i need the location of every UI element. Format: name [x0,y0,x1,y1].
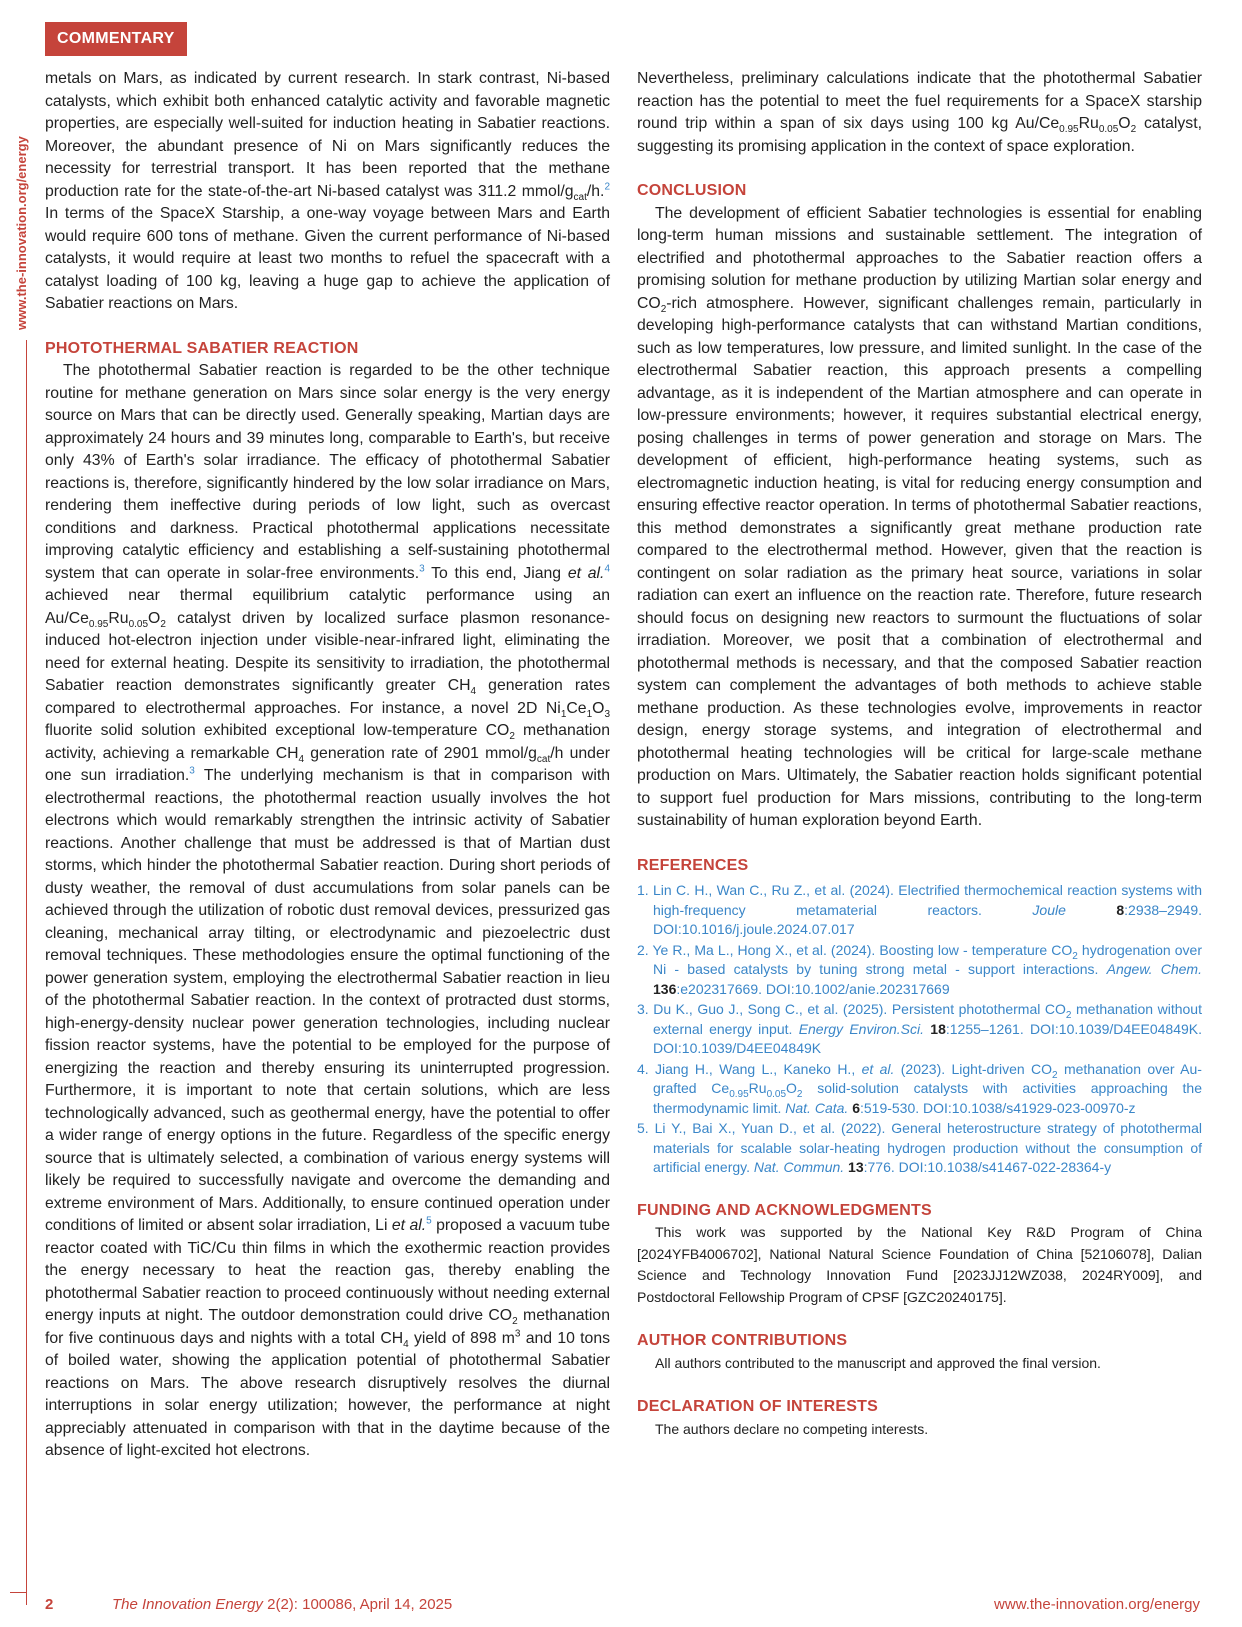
intro-paragraph: metals on Mars, as indicated by current research. In stark contrast, Ni-based catalysts, which exhibit both enhanced catalytic activity and favorable magnetic properties, are especially well-suited for induction heating in Sabatier reactions. Moreover, the abundant presence of Ni on Mars significantly reduces the necessity for terrestrial transport. It has been reported that the methane production rate for the state-of-the-art Ni-based catalyst was 311.2 mmol/$g_{cat}/h.^2$ In terms of the SpaceX Starship, a one-way voyage between Mars and Earth would require 600 tons of methane. Given the current performance of Ni-based catalysts, it would require at least two months to refuel the spacecraft with a catalyst loading of 100 kg, leaving a huge gap to achieve the application of Sabatier reactions on Mars. [45,70,610,312]
declaration-text: The authors declare no competing interests. [655,1420,929,1437]
reference-item-2[interactable]: 2. Ye R., Ma L., Hong X., et al. (2024). Boosting low - temperature $CO_2$ hydrogenation over Ni - based catalysts by tuning strong metal - support interactions. Angew. Chem. 136:e202317669. DOI:10.1002/anie.202317669 [637,941,1202,997]
photothermal-paragraph: The photothermal Sabatier reaction is regarded to be the other technique routine for methane generation on Mars since solar energy is the very energy source on Mars that can be directly used. Generally speaking, Martian days are approximately 24 hours and 39 minutes long, comparable to Earth's, but receive only 43% of Earth's solar irradiance. The efficacy of photothermal Sabatier reactions is, therefore, significantly hindered by the low solar irradiance on Mars, rendering them ineffective during periods of low light, such as overcast conditions and darkness. Practical photothermal applications necessitate improving catalytic efficiency and establishing a self-sustaining photothermal system that can operate in solar-free environments.$^3$ To this end, Jiang et al.$^4$ achieved near thermal equilibrium catalytic performance using an $Au/Ce_{0.95}Ru_{0.05}O_2$ catalyst driven by localized surface plasmon resonance-induced hot-electron injection under visible-near-infrared light, eliminating the need for external heating. Despite its sensitivity to irradiation, the photothermal Sabatier reaction demonstrates significantly greater $CH_4$ generation rates compared to electrothermal approaches. For instance, a novel 2D $Ni_1Ce_1O_3$ fluorite solid solution exhibited exceptional low-temperature $CO_2$ methanation activity, achieving a remarkable $CH_4$ generation rate of 2901 mmol/$g_{cat}/h$ under one sun irradiation.$^3$ The underlying mechanism is that in comparison with electrothermal reactions, the photothermal reaction usually involves the hot electrons which would remarkably strengthen the intrinsic activity of Sabatier reactions. Another challenge that must be addressed is that of Martian dust storms, which hinder the photothermal Sabatier reaction. During short periods of dusty weather, the removal of dust accumulations from solar panels can be achieved through the utilization of robotic dust removal devices, pressurized gas cleaning, mechanical array tilting, or electrodynamic and piezoelectric dust removal techniques. These methodologies ensure the optimal functioning of the power generation system, employing the electrothermal Sabatier reaction in lieu of the photothermal Sabatier reaction. In the context of protracted dust storms, high-energy-density nuclear power generation technologies, including nuclear fission reactor systems, have the potential to be employed for the purpose of energizing the reaction and thereby ensuring its uninterrupted progression. Furthermore, it is important to note that certain solutions, which are less technologically advanced, such as geothermal energy, have the potential to offer a wider range of energy options in the future. Regardless of the specific energy source that is ultimately selected, a combination of various energy systems will likely be required to successfully navigate and overcome the demanding and extreme environment of Mars. Additionally, to ensure continued operation under conditions of limited or absent solar irradiation, Li et al.$^5$ proposed a vacuum tube reactor coated with TiC/Cu thin films in which the exothermic reaction provides the energy necessary to heat the reaction gas, thereby enabling the photothermal Sabatier reaction to proceed continuously without needing external energy inputs at night. The outdoor demonstration could drive $CO_2$ methanation for five continuous days and nights with a total $CH_4$ yield of 898 $m^3$ and 10 tons of boiled water, showing the application potential of photothermal Sabatier reactions on Mars. The above research disruptively resolves the diurnal interruptions in solar energy utilization; however, the performance at night appreciably attenuated in comparison with that in the daytime because of the absence of light-excited hot electrons. [45,362,611,1459]
citation-link[interactable]: 5 [426,1215,432,1227]
right-intro-paragraph: Nevertheless, preliminary calculations indicate that the photothermal Sabatier reaction has the potential to meet the fuel requirements for a SpaceX starship round trip within a span of six days using 100 kg $Au/Ce_{0.95}Ru_{0.05}O_2$ catalyst, suggesting its promising application in the context of space exploration. [637,70,1202,155]
footer-rule [10,1592,26,1593]
side-journal-url[interactable]: www.the-innovation.org/energy [14,136,29,330]
footer-journal-url[interactable]: www.the-innovation.org/energy [994,1596,1200,1613]
citation-link[interactable]: 3 [419,563,425,575]
conclusion-paragraph: The development of efficient Sabatier technologies is essential for enabling long-term human missions and sustainable settlement. The integration of electrified and photothermal approaches to the Sabatier reaction offers a promising solution for methane production by utilizing Martian solar energy and $CO_2$-rich atmosphere. However, significant challenges remain, particularly in developing high-performance catalysts that can withstand Martian conditions, such as low temperatures, low pressure, and limited sunlight. In the case of the electrothermal Sabatier reaction, this approach presents a compelling advantage, as it is independent of the Martian atmosphere and can operate in low-pressure environments; however, it requires substantial electrical energy, posing challenges in terms of power generation and storage on Mars. The development of efficient, high-performance heating systems, such as electromagnetic induction heating, is vital for reducing energy consumption and ensuring effective reactor operation. In terms of photothermal Sabatier reactions, this method demonstrates a significantly great methane production rate compared to the electrothermal method. However, given that the reaction is contingent on solar radiation as the primary heat source, variations in solar radiation can exert an influence on the reaction rate. Therefore, future research should focus on designing new reactors to surmount the fluctuations of solar irradiation. Moreover, we posit that a combination of electrothermal and photothermal methods is necessary, and that the composed Sabatier reaction system can complement the advantages of both methods to achieve stable methane production. As these technologies evolve, improvements in reactor design, energy storage systems, and integration of electrothermal and photothermal heating technologies will be critical for large-scale methane production on Mars. Ultimately, the Sabatier reaction holds significant potential to support fuel production for Mars missions, contributing to the long-term sustainability of human exploration beyond Earth. [637,204,1202,829]
left-column [45,68,610,1463]
section-heading-photothermal: PHOTOTHERMAL SABATIER REACTION [45,339,359,357]
reference-item-3[interactable]: 3. Du K., Guo J., Song C., et al. (2025). Persistent photothermal $CO_2$ methanation without external energy input. Energy Environ.Sci. 18:1255–1261. DOI:10.1039/D4EE04849K. DOI:10.1039/D4EE04849K [637,1001,1203,1056]
reference-item-4[interactable]: 4. Jiang H., Wang L., Kaneko H., et al. (2023). Light-driven $CO_2$ methanation over Au-grafted $Ce_{0.95}Ru_{0.05}O_2$ solid-solution catalysts with activities approaching the thermodynamic limit. Nat. Cata. 6:519-530. DOI:10.1038/s41929-023-00970-z [637,1060,1202,1116]
funding-paragraph: This work was supported by the National Key R&D Program of China [2024YFB4006702], National Natural Science Foundation of China [52106078], Dalian Science and Technology Innovation Fund [2023JJ12WZ038, 2024RY009], and Postdoctoral Fellowship Program of CPSF [GZC20240175]. [637,1224,1202,1305]
reference-list [637,881,1202,1178]
author-contributions-text: All authors contributed to the manuscript and approved the final version. [655,1354,1101,1371]
section-badge: COMMENTARY [45,22,187,56]
right-column [637,68,1202,1440]
page-footer [0,1580,1242,1620]
citation-link[interactable]: 3 [189,765,195,777]
section-heading-funding: FUNDING AND ACKNOWLEDGMENTS [637,1201,932,1219]
citation-link[interactable]: 4 [604,563,611,575]
reference-item-5[interactable]: 5. Li Y., Bai X., Yuan D., et al. (2022). General heterostructure strategy of photothermal materials for scalable solar-heating hydrogen production without the consumption of artificial energy. Nat. Commun. 13:776. DOI:10.1038/s41467-022-28364-y [637,1120,1202,1175]
section-heading-author-contributions: AUTHOR CONTRIBUTIONS [637,1332,848,1349]
section-heading-declaration: DECLARATION OF INTERESTS [637,1398,878,1415]
journal-citation: The Innovation Energy 2(2): 100086, April 14, 2025 [112,1596,453,1613]
citation-link[interactable]: 2 [604,181,610,193]
section-heading-conclusion: CONCLUSION [637,182,747,199]
side-rule [26,340,27,1605]
section-heading-references: REFERENCES [637,856,749,874]
reference-item-1[interactable]: 1. Lin C. H., Wan C., Ru Z., et al. (2024). Electrified thermochemical reaction systems with high-frequency metamaterial reactors. Joule 8:2938–2949. DOI:10.1016/j.joule.2024.07.017 [637,882,1202,937]
page-number: 2 [45,1596,54,1613]
